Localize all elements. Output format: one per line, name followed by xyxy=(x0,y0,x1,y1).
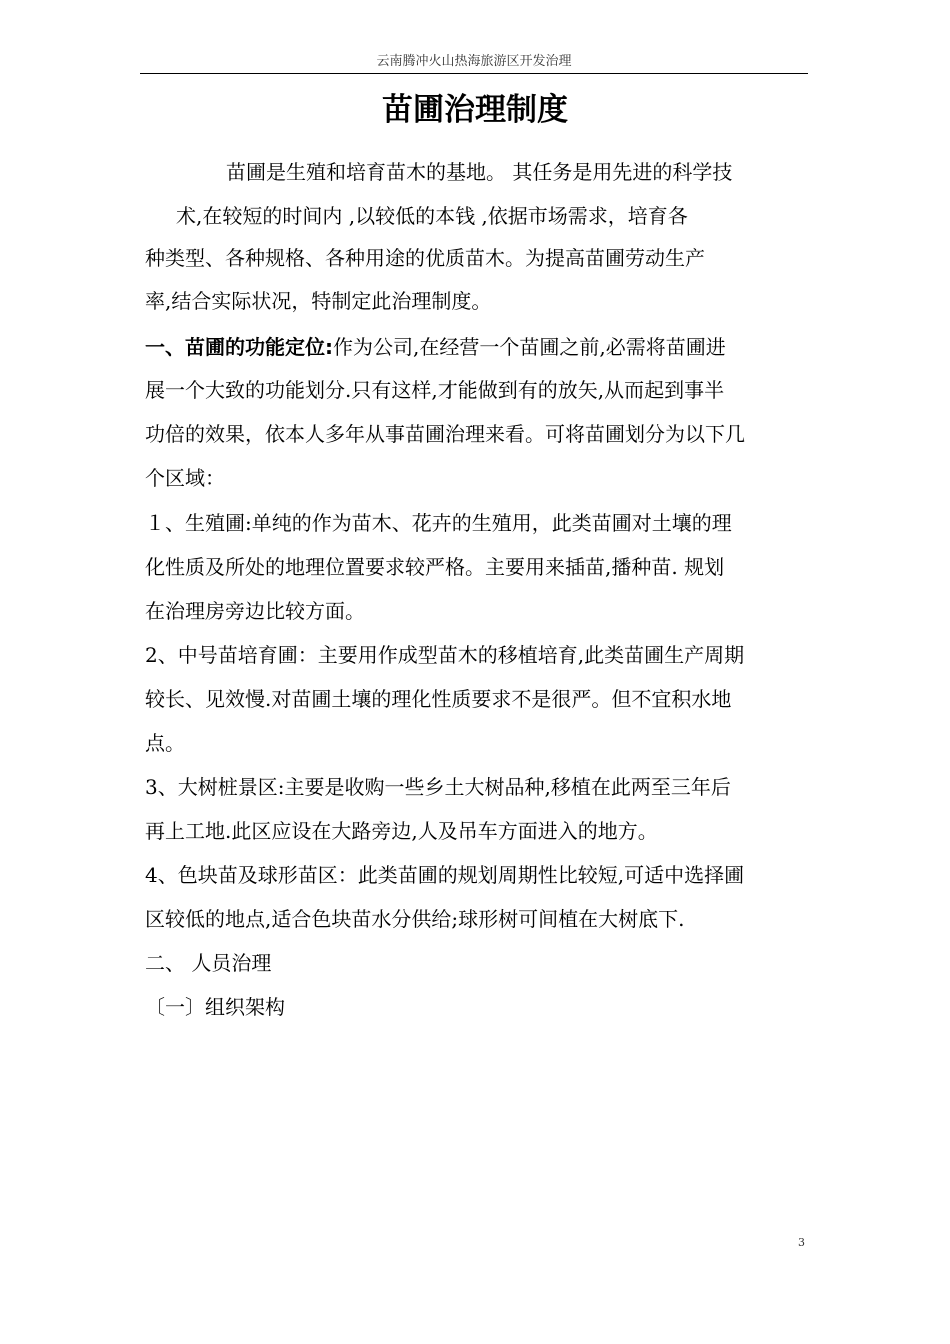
item-2-line-2: 较长、见效慢.对苗圃土壤的理化性质要求不是很严。但不宜积水地 xyxy=(145,687,732,711)
item-1-line-3: 在治理房旁边比较方面。 xyxy=(145,599,365,623)
item-2-line-1: 2、中号苗培育圃：主要用作成型苗木的移植培育,此类苗圃生产周期 xyxy=(145,643,745,667)
item-2-line-3: 点。 xyxy=(145,731,185,755)
item-1-line-1: １、生殖圃:单纯的作为苗木、花卉的生殖用，此类苗圃对土壤的理 xyxy=(145,511,732,535)
section-1-line-4: 个区域： xyxy=(145,466,225,490)
document-title: 苗圃治理制度 xyxy=(382,92,568,128)
item-4-line-1: 4、色块苗及球形苗区：此类苗圃的规划周期性比较短,可适中选择圃 xyxy=(145,863,745,887)
section-2-heading: 二、 人员治理 xyxy=(145,951,272,975)
section-1-line-1-text: 作为公司,在经营一个苗圃之前,必需将苗圃进 xyxy=(333,335,726,359)
intro-line-3: 种类型、各种规格、各种用途的优质苗木。为提高苗圃劳动生产 xyxy=(145,246,705,270)
item-3-line-1: 3、大树桩景区:主要是收购一些乡土大树品种,移植在此两至三年后 xyxy=(145,775,731,799)
item-4-line-2: 区较低的地点,适合色块苗水分供给;球形树可间植在大树底下. xyxy=(145,907,685,931)
section-1-heading: 一、苗圃的功能定位: xyxy=(145,335,333,359)
intro-line-4: 率,结合实际状况，特制定此治理制度。 xyxy=(145,289,492,313)
intro-line-2: 术,在较短的时间内 ,以较低的本钱 ,依据市场需求，培育各 xyxy=(176,204,688,228)
page-number: 3 xyxy=(798,1236,805,1249)
item-3-line-2: 再上工地.此区应设在大路旁边,人及吊车方面进入的地方。 xyxy=(145,819,658,843)
item-1-line-2: 化性质及所处的地理位置要求较严格。主要用来插苗,播种苗. 规划 xyxy=(145,555,725,579)
page-header: 云南腾冲火山热海旅游区开发治理 xyxy=(140,53,808,74)
section-1-first-line xyxy=(145,332,726,362)
section-1-line-2: 展一个大致的功能划分.只有这样,才能做到有的放矢,从而起到事半 xyxy=(145,378,725,402)
subsection-1-heading: 〔一〕组织架构 xyxy=(145,995,285,1019)
intro-line-1: 苗圃是生殖和培育苗木的基地。 其任务是用先进的科学技 xyxy=(226,160,733,184)
section-1-line-3: 功倍的效果，依本人多年从事苗圃治理来看。可将苗圃划分为以下几 xyxy=(145,422,745,446)
